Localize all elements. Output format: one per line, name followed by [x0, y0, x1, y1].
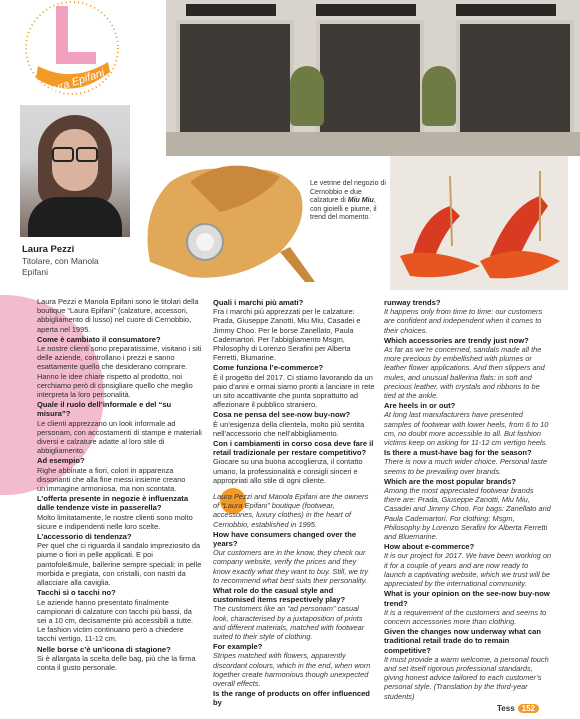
paragraph: It must provide a warm welcome, a personal touch and set itself rigorous professional standards, giving honest advice tailored to each customer’s personal style. (Translation by the third-year students)	[384, 654, 549, 701]
question-heading: runway trends?	[384, 298, 441, 307]
question-heading: Nelle borse c’è un’icona di stagione?	[37, 644, 171, 654]
paragraph: Laura Pezzi and Manola Epifani are the owners of “Laura Epifani” boutique (footwear, accessories, luxury clothes) in the heart of Cernobbio, established in 1995.	[213, 492, 369, 529]
paragraph: At long last manufacturers have presented samples of footwear with lower heels, from 6 to 10 cm, no doubt more accessible to all. But fashion victims keep on asking for 11-12 cm vertigo heels.	[384, 410, 549, 448]
question-heading: Quali i marchi più amati?	[213, 298, 304, 307]
question-heading: What role do the casual style and customised items respectively play?	[213, 586, 346, 605]
question-heading: Which are the most popular brands?	[384, 476, 517, 486]
paragraph: Laura Pezzi e Manola Epifani sono le titolari della boutique “Laura Epifani” (calzature, accessori, abbigliamento di lusso) nel cuore di Cernobbio, aperta nel 1995.	[37, 297, 199, 334]
paragraph: È il progetto del 2017. Ci stiamo lavorando da un paio d’anni e ormai siamo pronti a lanciare in rete un sito accattivante che punta soprattutto ad affezionare il pubblico straniero.	[213, 372, 375, 410]
question-heading: For example?	[213, 642, 263, 652]
page-footer	[497, 704, 539, 713]
question-heading: Quale il ruolo dell’informale e del “su misura”?	[37, 400, 172, 419]
paragraph: Our customers are in the know, they check our company website, verify the prices and they know exactly what they want to buy. Still, we try to recommend what best suits their personality.	[213, 548, 369, 585]
portrait-role: Titolare, con Manola Epifani	[22, 256, 99, 277]
question-heading: How about e-commerce?	[384, 542, 475, 552]
page-number: 152	[518, 704, 539, 713]
question-heading: How have consumers changed over the years?	[213, 529, 357, 549]
column-1	[37, 297, 202, 672]
paragraph: As far as we’re concerned, sandals made all the more precious by embellished with plumes or leather flower applications. And then slippers and mules, and unusual ballerina flats: in soft and precious leather, with crystals and ribbons to be tied at the ankle.	[384, 345, 545, 401]
question-heading: Cosa ne pensa del see-now buy-now?	[213, 410, 351, 420]
question-heading: Come funziona l’e-commerce?	[213, 363, 324, 373]
logo-name: Laura Epifani	[40, 67, 107, 99]
question-heading: Given the changes now underway what can traditional retail trade do to remain competitive?	[384, 627, 541, 655]
question-heading: L’accessorio di tendenza?	[37, 532, 132, 542]
paragraph: Molto limitatamente, le nostre clienti sono molto sicure e indipendenti nelle loro scelte.	[37, 512, 193, 531]
paragraph: Si è allargata la scelta delle bag, più che la firma conta il gusto personale.	[37, 653, 196, 672]
paragraph: The customers like an “ad personam” casual look, characterised by a juxtaposition of prints and different materials, matched with footwear suited to their style of clothing.	[213, 604, 365, 642]
question-heading: Tacchi sì o tacchi no?	[37, 588, 116, 598]
paragraph: Per quel che ci riguarda il sandalo impreziosito da piume o fiori in pelle applicati. E poi pantofole&mule, ballerine sempre speciali: in pelle morbida e pregiata, con cristalli, con nastri da allacciare alla caviglia.	[37, 541, 202, 588]
question-heading: Ad esempio?	[37, 456, 85, 466]
paragraph: It happens only from time to time: our customers are confident and independent when it comes to their choices.	[384, 307, 543, 335]
question-heading: L’offerta presente in negozie è influenzata dalle tendenze viste in passerella?	[37, 494, 189, 513]
paragraph: Le nostre clienti sono preparatissime, visitano i siti delle aziende, controllano i prezzi e sanno esattamente quello che desiderano comprare. Hanno le idee chiare rispetto al prodotto, noi cerchiamo però di consigliare quello che meglio interpreta la loro personalità.	[37, 344, 202, 400]
question-heading: What is your opinion on the see-now buy-now trend?	[384, 589, 550, 608]
paragraph: Righe abbinate a fiori, colori in apparenza dissonanti che alla fine messi insieme creano un’immagine armoniosa, ma non scontata.	[37, 465, 186, 494]
column-2	[213, 297, 375, 485]
red-shoes-photo	[390, 156, 568, 290]
column-3	[384, 297, 552, 701]
paragraph: Le clienti apprezzano un look informale ad personam, con accostamenti di stampe e materiali diversi e calzature adatte al loro stile di abbigliamento.	[37, 418, 202, 456]
store-window-photo	[166, 0, 580, 156]
paragraph: È un’esigenza della clientela, molto più sentita nell’accessorio che nell’abbigliamento.	[213, 419, 365, 438]
paragraph: It is a requirement of the customers and seems to concern accessories more than clothing.	[384, 607, 547, 626]
brand-logo	[12, 0, 130, 100]
paragraph: Stripes matched with flowers, apparently discordant colours, which in the end, when worn together create harmonious though unexpected overall effects.	[213, 651, 371, 689]
question-heading: Is there a must-have bag for the season?	[384, 448, 532, 458]
paragraph: Among the most appreciated footwear brands there are: Prada, Giuseppe Zanotti, Miu Miu, Casadei and Jimmy Choo. For bags: Zanellato and Paula Cademartori. For clothing: Msgm, Philosophy by Lorenzo Serafini for Alberta Ferretti and Bluemarine.	[384, 486, 551, 542]
paragraph: There is now a much wider choice. Personal taste seems to be prevailing over brands.	[384, 457, 548, 476]
paragraph: Giocare su una buona accoglienza, il contatto umano, la professionalità e consigli sinceri e appropriati allo stile di ogni cliente.	[213, 457, 363, 485]
portrait-name: Laura Pezzi	[22, 244, 75, 255]
question-heading: Is the range of products on offer influenced by	[213, 689, 370, 708]
question-heading: Are heels in or out?	[384, 401, 456, 411]
question-heading: Which accessories are trendy just now?	[384, 335, 529, 345]
portrait-photo	[20, 105, 130, 237]
paragraph: Fra i marchi più apprezzati per le calzature: Prada, Giuseppe Zanotti, Miu Miu, Casadei e Jimmy Choo. Per le borse Zanellato, Paula Cademartori. Per l’abbigliamento Msgm, Philosophy di Lorenzo Serafini per Alberta Ferretti, Blumarine.	[213, 307, 361, 363]
photo-caption: Le vetrine del negozio di Cernobbio e due calzature di Miu Miu, con gioielli e piume, il trend del momento.	[310, 180, 386, 221]
gold-shoes-photo	[130, 142, 340, 292]
question-heading: Come è cambiato il consumatore?	[37, 334, 161, 344]
question-heading: Con i cambiamenti in corso cosa deve fare il retail tradizionale per restare competitivo?	[213, 439, 374, 458]
magazine-name: Tess	[497, 704, 515, 713]
column-2-english	[213, 492, 375, 708]
paragraph: Le aziende hanno presentato finalmente campionari di calzature con tacchi più bassi, da sei a 10 cm, decisamente più accessibili a tutte. Le fashion victim continuano però a chiedere tacchi vertigo, 11-12 cm.	[37, 597, 194, 644]
paragraph: It is our project for 2017. We have been working on it for a couple of years and are now ready to launch a captivating website, which we trust will be appreciated by the international community.	[384, 551, 552, 589]
